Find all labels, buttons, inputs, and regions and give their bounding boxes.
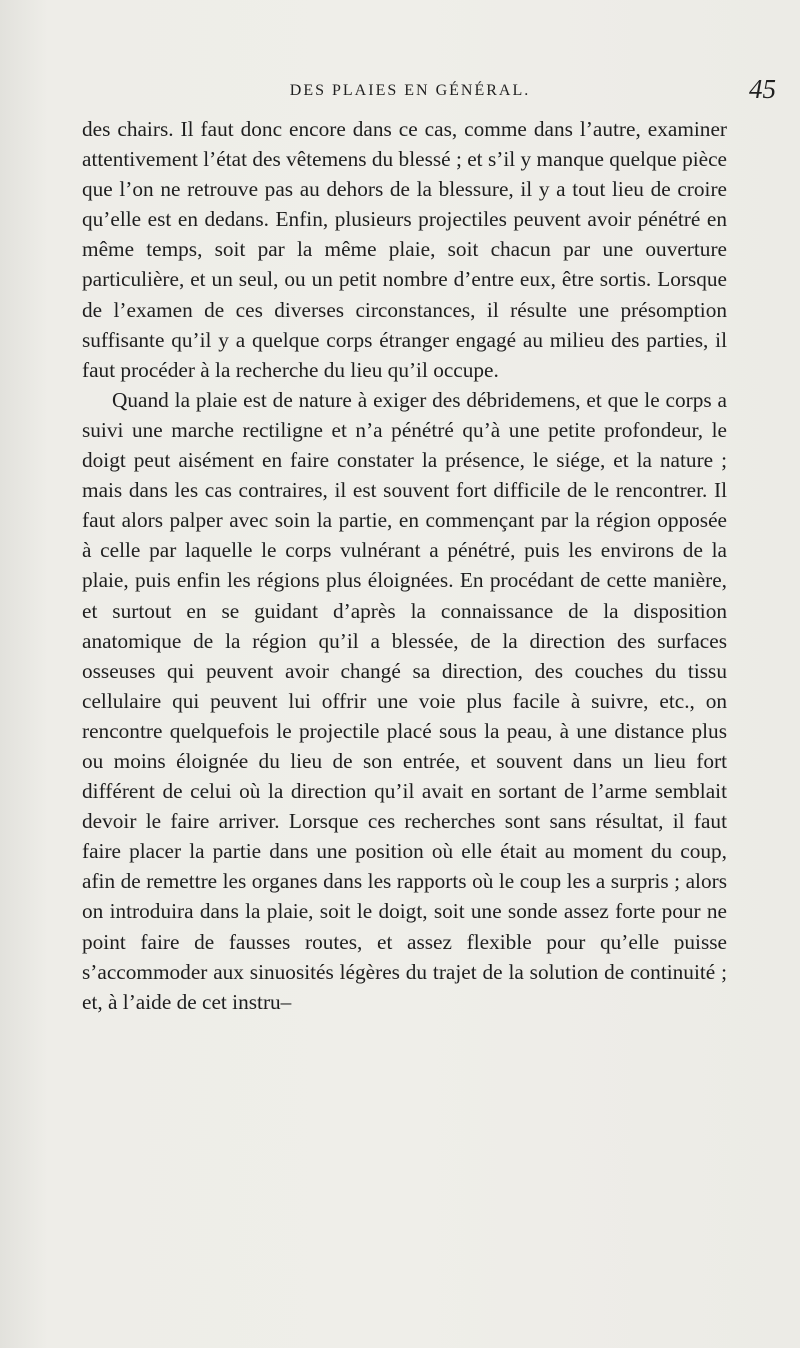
body-text xyxy=(82,114,727,1017)
page-number: 45 xyxy=(749,74,776,104)
running-title: DES PLAIES EN GÉNÉRAL. xyxy=(289,82,531,99)
paragraph-quand-la-plaie: Quand la plaie est de nature à exiger des débridemens, et que le corps a suivi une marche rectiligne et n’a pénétré qu’à une petite profondeur, le doigt peut aisément en faire constater la présence, le siége, et la nature ; mais dans les cas contraires, il est souvent fort difficile de le rencontrer. Il faut alors palper avec soin la partie, en commençant par la région opposée à celle par laquelle le corps vulnérant a pénétré, puis les environs de la plaie, puis enfin les régions plus éloignées. En procédant de cette manière, et surtout en se guidant d’après la connaissance de la disposition anatomique de la région qu’il a blessée, de la direction des surfaces osseuses qui peuvent avoir changé sa direction, des couches du tissu cellulaire qui peuvent lui offrir une voie plus facile à suivre, etc., on rencontre quelquefois le projectile placé sous la peau, à une distance plus ou moins éloignée du lieu de son entrée, et souvent dans un lieu fort différent de celui où la direction qu’il avait en sortant de l’arme semblait devoir le faire arriver. Lorsque ces recherches sont sans résultat, il faut faire placer la partie dans une position où elle était au moment du coup, afin de remettre les organes dans les rapports où le coup les a surpris ; alors on introduira dans la plaie, soit le doigt, soit une sonde assez forte pour ne point faire de fausses routes, et assez flexible pour qu’elle puisse s’accommoder aux sinuosités légères du trajet de la solution de continuité ; et, à l’aide de cet instru– xyxy=(82,387,727,1014)
page-header xyxy=(40,74,780,114)
paragraph-continuation: des chairs. Il faut donc encore dans ce cas, comme dans l’autre, examiner attentivement l’état des vêtemens du blessé ; et s’il y manque quelque pièce que l’on ne retrouve pas au dehors de la blessure, il y a tout lieu de croire qu’elle est en dedans. Enfin, plusieurs projectiles peuvent avoir pénétré en même temps, soit par la même plaie, soit chacun par une ouverture particulière, et un seul, ou un petit nombre d’entre eux, être sortis. Lorsque de l’examen de ces diverses circonstances, il résulte une présomption suffisante qu’il y a quelque corps étranger engagé au milieu des parties, il faut procéder à la recherche du lieu qu’il occupe. xyxy=(82,117,727,382)
